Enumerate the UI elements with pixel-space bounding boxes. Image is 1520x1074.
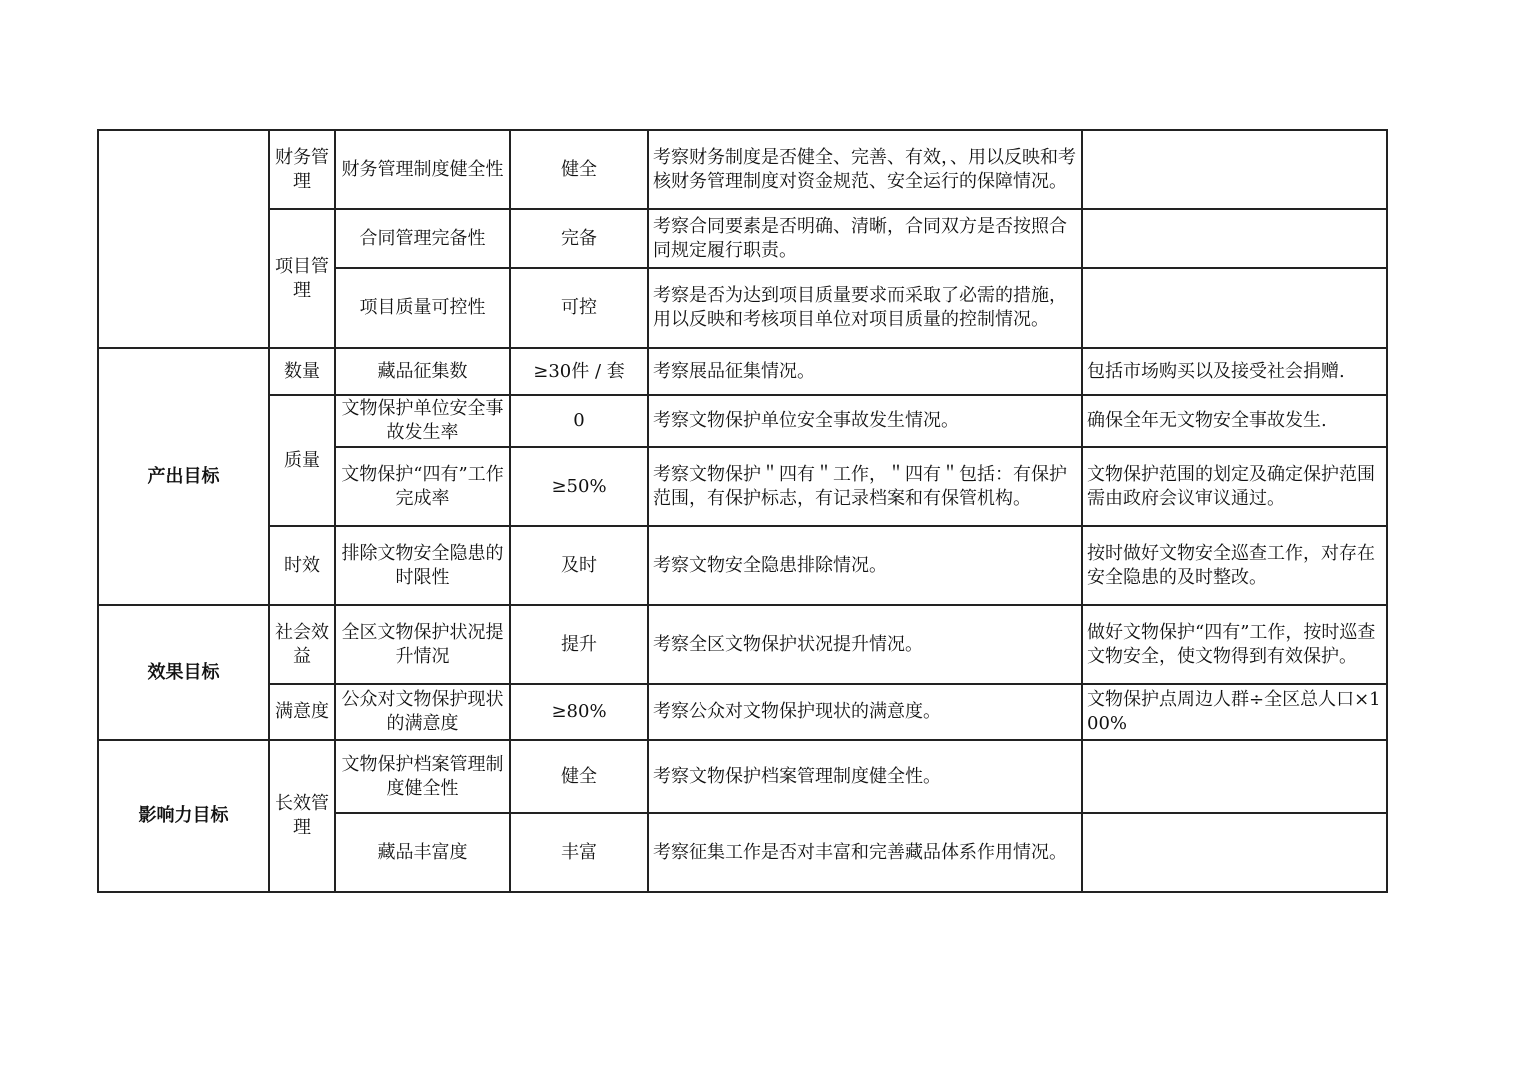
description-cell: 考察全区文物保护状况提升情况。 [648, 605, 1082, 684]
description-cell: 考察文物保护＂四有＂工作，＂四有＂包括：有保护范围，有保护标志，有记录档案和有保管机构。 [648, 447, 1082, 526]
level1-cell: 影响力目标 [98, 740, 269, 892]
performance-indicator-table [97, 129, 1388, 893]
table-row [98, 348, 1387, 395]
indicator-cell: 公众对文物保护现状的满意度 [335, 684, 510, 740]
target-cell: ≥80% [510, 684, 648, 740]
level2-cell: 项目管理 [269, 209, 335, 348]
description-cell: 考察征集工作是否对丰富和完善藏品体系作用情况。 [648, 813, 1082, 892]
table-row [98, 684, 1387, 740]
target-cell: ≥30件 / 套 [510, 348, 648, 395]
target-cell: 完备 [510, 209, 648, 268]
description-cell: 考察文物保护单位安全事故发生情况。 [648, 395, 1082, 447]
target-cell: 丰富 [510, 813, 648, 892]
description-cell: 考察展品征集情况。 [648, 348, 1082, 395]
target-cell: 0 [510, 395, 648, 447]
table-row [98, 605, 1387, 684]
indicator-cell: 财务管理制度健全性 [335, 130, 510, 209]
indicator-cell: 全区文物保护状况提升情况 [335, 605, 510, 684]
target-cell: 提升 [510, 605, 648, 684]
indicator-cell: 藏品丰富度 [335, 813, 510, 892]
note-cell: 做好文物保护“四有”工作，按时巡查文物安全，使文物得到有效保护。 [1082, 605, 1387, 684]
table-row [98, 130, 1387, 209]
table-row [98, 740, 1387, 813]
note-cell [1082, 130, 1387, 209]
target-cell: 健全 [510, 130, 648, 209]
description-cell: 考察公众对文物保护现状的满意度。 [648, 684, 1082, 740]
level2-cell: 长效管理 [269, 740, 335, 892]
indicator-cell: 文物保护单位安全事故发生率 [335, 395, 510, 447]
indicator-cell: 藏品征集数 [335, 348, 510, 395]
note-cell [1082, 740, 1387, 813]
note-cell [1082, 209, 1387, 268]
description-cell: 考察财务制度是否健全、完善、有效，、用以反映和考核财务管理制度对资金规范、安全运行的保障情况。 [648, 130, 1082, 209]
table-row [98, 526, 1387, 605]
description-cell: 考察合同要素是否明确、清晰，合同双方是否按照合同规定履行职责。 [648, 209, 1082, 268]
level2-cell: 时效 [269, 526, 335, 605]
target-cell: 及时 [510, 526, 648, 605]
indicator-cell: 文物保护档案管理制度健全性 [335, 740, 510, 813]
level2-cell: 质量 [269, 395, 335, 526]
description-cell: 考察文物安全隐患排除情况。 [648, 526, 1082, 605]
description-cell: 考察文物保护档案管理制度健全性。 [648, 740, 1082, 813]
note-cell: 文物保护范围的划定及确定保护范围需由政府会议审议通过。 [1082, 447, 1387, 526]
target-cell: ≥50% [510, 447, 648, 526]
table-row [98, 209, 1387, 268]
table-row [98, 395, 1387, 447]
level1-cell: 效果目标 [98, 605, 269, 740]
note-cell [1082, 813, 1387, 892]
note-cell [1082, 268, 1387, 348]
level1-cell: 产出目标 [98, 348, 269, 605]
note-cell: 包括市场购买以及接受社会捐赠. [1082, 348, 1387, 395]
level1-cell [98, 130, 269, 348]
indicator-cell: 合同管理完备性 [335, 209, 510, 268]
description-cell: 考察是否为达到项目质量要求而采取了必需的措施，用以反映和考核项目单位对项目质量的控制情况。 [648, 268, 1082, 348]
note-cell: 确保全年无文物安全事故发生. [1082, 395, 1387, 447]
indicator-cell: 文物保护“四有”工作完成率 [335, 447, 510, 526]
note-cell: 按时做好文物安全巡查工作，对存在安全隐患的及时整改。 [1082, 526, 1387, 605]
target-cell: 健全 [510, 740, 648, 813]
target-cell: 可控 [510, 268, 648, 348]
level2-cell: 社会效益 [269, 605, 335, 684]
level2-cell: 财务管理 [269, 130, 335, 209]
level2-cell: 数量 [269, 348, 335, 395]
indicator-cell: 项目质量可控性 [335, 268, 510, 348]
note-cell: 文物保护点周边人群÷全区总人口×100% [1082, 684, 1387, 740]
indicator-cell: 排除文物安全隐患的时限性 [335, 526, 510, 605]
level2-cell: 满意度 [269, 684, 335, 740]
